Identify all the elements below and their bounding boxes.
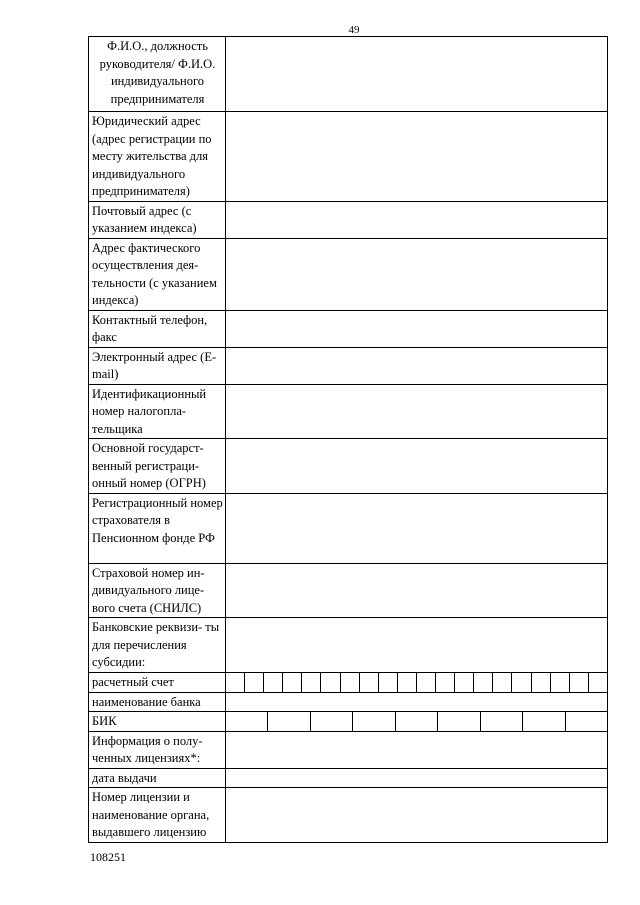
field-bik[interactable] — [226, 712, 608, 732]
digit-box[interactable] — [302, 673, 321, 692]
page-number: 49 — [348, 24, 360, 36]
field-bank-name[interactable] — [226, 692, 608, 712]
row-label-pension-fund-number: Регистрационный номер страхователя в Пенсионном фонде РФ — [89, 493, 226, 563]
row-label-license-number: Номер лицензии и наименование органа, выдавшего лицензию — [89, 788, 226, 843]
row-label-bik: БИК — [89, 712, 226, 732]
digit-box[interactable] — [474, 673, 493, 692]
digit-box[interactable] — [321, 673, 340, 692]
digit-box[interactable] — [398, 673, 417, 692]
table-row — [89, 493, 608, 563]
bik-digit-grid — [226, 712, 607, 731]
table-row — [89, 439, 608, 494]
row-label-bank-name: наименование банка — [89, 692, 226, 712]
field-phone-fax[interactable] — [226, 310, 608, 347]
digit-box[interactable] — [264, 673, 283, 692]
table-row — [89, 618, 608, 673]
digit-box[interactable] — [436, 673, 455, 692]
digit-box[interactable] — [566, 712, 607, 731]
table-row — [89, 112, 608, 202]
row-label-ogrn: Основной государст- венный регистраци- онный номер (ОГРН) — [89, 439, 226, 494]
digit-box[interactable] — [481, 712, 523, 731]
document-code: 108251 — [90, 850, 126, 864]
table-row — [89, 712, 608, 732]
applicant-info-table — [88, 36, 608, 843]
table-row — [89, 238, 608, 310]
digit-box[interactable] — [226, 673, 245, 692]
row-label-issue-date: дата выдачи — [89, 768, 226, 788]
digit-box[interactable] — [360, 673, 379, 692]
field-inn[interactable] — [226, 384, 608, 439]
row-label-licenses-info: Информация о полу- ченных лицензиях*: — [89, 731, 226, 768]
row-label-legal-address: Юридический адрес (адрес регистрации по месту жительства для индивидуального предпринимателя) — [89, 112, 226, 202]
row-label-inn: Идентификационный номер налогопла- тельщика — [89, 384, 226, 439]
field-full-name[interactable] — [226, 37, 608, 112]
row-label-postal-address: Почтовый адрес (с указанием индекса) — [89, 201, 226, 238]
row-label-full-name: Ф.И.О., должность руководителя/ Ф.И.О. индивидуального предпринимателя — [89, 37, 226, 112]
field-pension-fund-number[interactable] — [226, 493, 608, 563]
table-row — [89, 310, 608, 347]
table-row — [89, 731, 608, 768]
table-row — [89, 788, 608, 843]
row-label-phone-fax: Контактный телефон, факс — [89, 310, 226, 347]
row-label-email: Электронный адрес (E-mail) — [89, 347, 226, 384]
table-row — [89, 201, 608, 238]
digit-box[interactable] — [551, 673, 570, 692]
field-email[interactable] — [226, 347, 608, 384]
digit-box[interactable] — [268, 712, 310, 731]
digit-box[interactable] — [353, 712, 395, 731]
digit-box[interactable] — [512, 673, 531, 692]
account-digit-grid — [226, 673, 607, 692]
digit-box[interactable] — [283, 673, 302, 692]
field-legal-address[interactable] — [226, 112, 608, 202]
table-row — [89, 384, 608, 439]
digit-box[interactable] — [532, 673, 551, 692]
row-label-account-number: расчетный счет — [89, 672, 226, 692]
field-ogrn[interactable] — [226, 439, 608, 494]
digit-box[interactable] — [570, 673, 589, 692]
row-label-snils: Страховой номер ин- дивидуального лице- вого счета (СНИЛС) — [89, 563, 226, 618]
digit-box[interactable] — [438, 712, 480, 731]
field-licenses-info — [226, 731, 608, 768]
table-row — [89, 37, 608, 112]
digit-box[interactable] — [493, 673, 512, 692]
digit-box[interactable] — [245, 673, 264, 692]
digit-box[interactable] — [341, 673, 360, 692]
field-license-number[interactable] — [226, 788, 608, 843]
table-row — [89, 672, 608, 692]
table-row — [89, 692, 608, 712]
digit-box[interactable] — [523, 712, 565, 731]
row-label-bank-details: Банковские реквизи- ты для перечисления субсидии: — [89, 618, 226, 673]
field-postal-address[interactable] — [226, 201, 608, 238]
table-row — [89, 768, 608, 788]
digit-box[interactable] — [455, 673, 474, 692]
digit-box[interactable] — [226, 712, 268, 731]
field-actual-address[interactable] — [226, 238, 608, 310]
field-snils[interactable] — [226, 563, 608, 618]
row-label-actual-address: Адрес фактического осуществления дея- тельности (с указанием индекса) — [89, 238, 226, 310]
table-row — [89, 347, 608, 384]
table-row — [89, 563, 608, 618]
field-account-number[interactable] — [226, 672, 608, 692]
field-bank-details — [226, 618, 608, 673]
field-issue-date[interactable] — [226, 768, 608, 788]
digit-box[interactable] — [589, 673, 607, 692]
digit-box[interactable] — [417, 673, 436, 692]
digit-box[interactable] — [379, 673, 398, 692]
digit-box[interactable] — [396, 712, 438, 731]
digit-box[interactable] — [311, 712, 353, 731]
